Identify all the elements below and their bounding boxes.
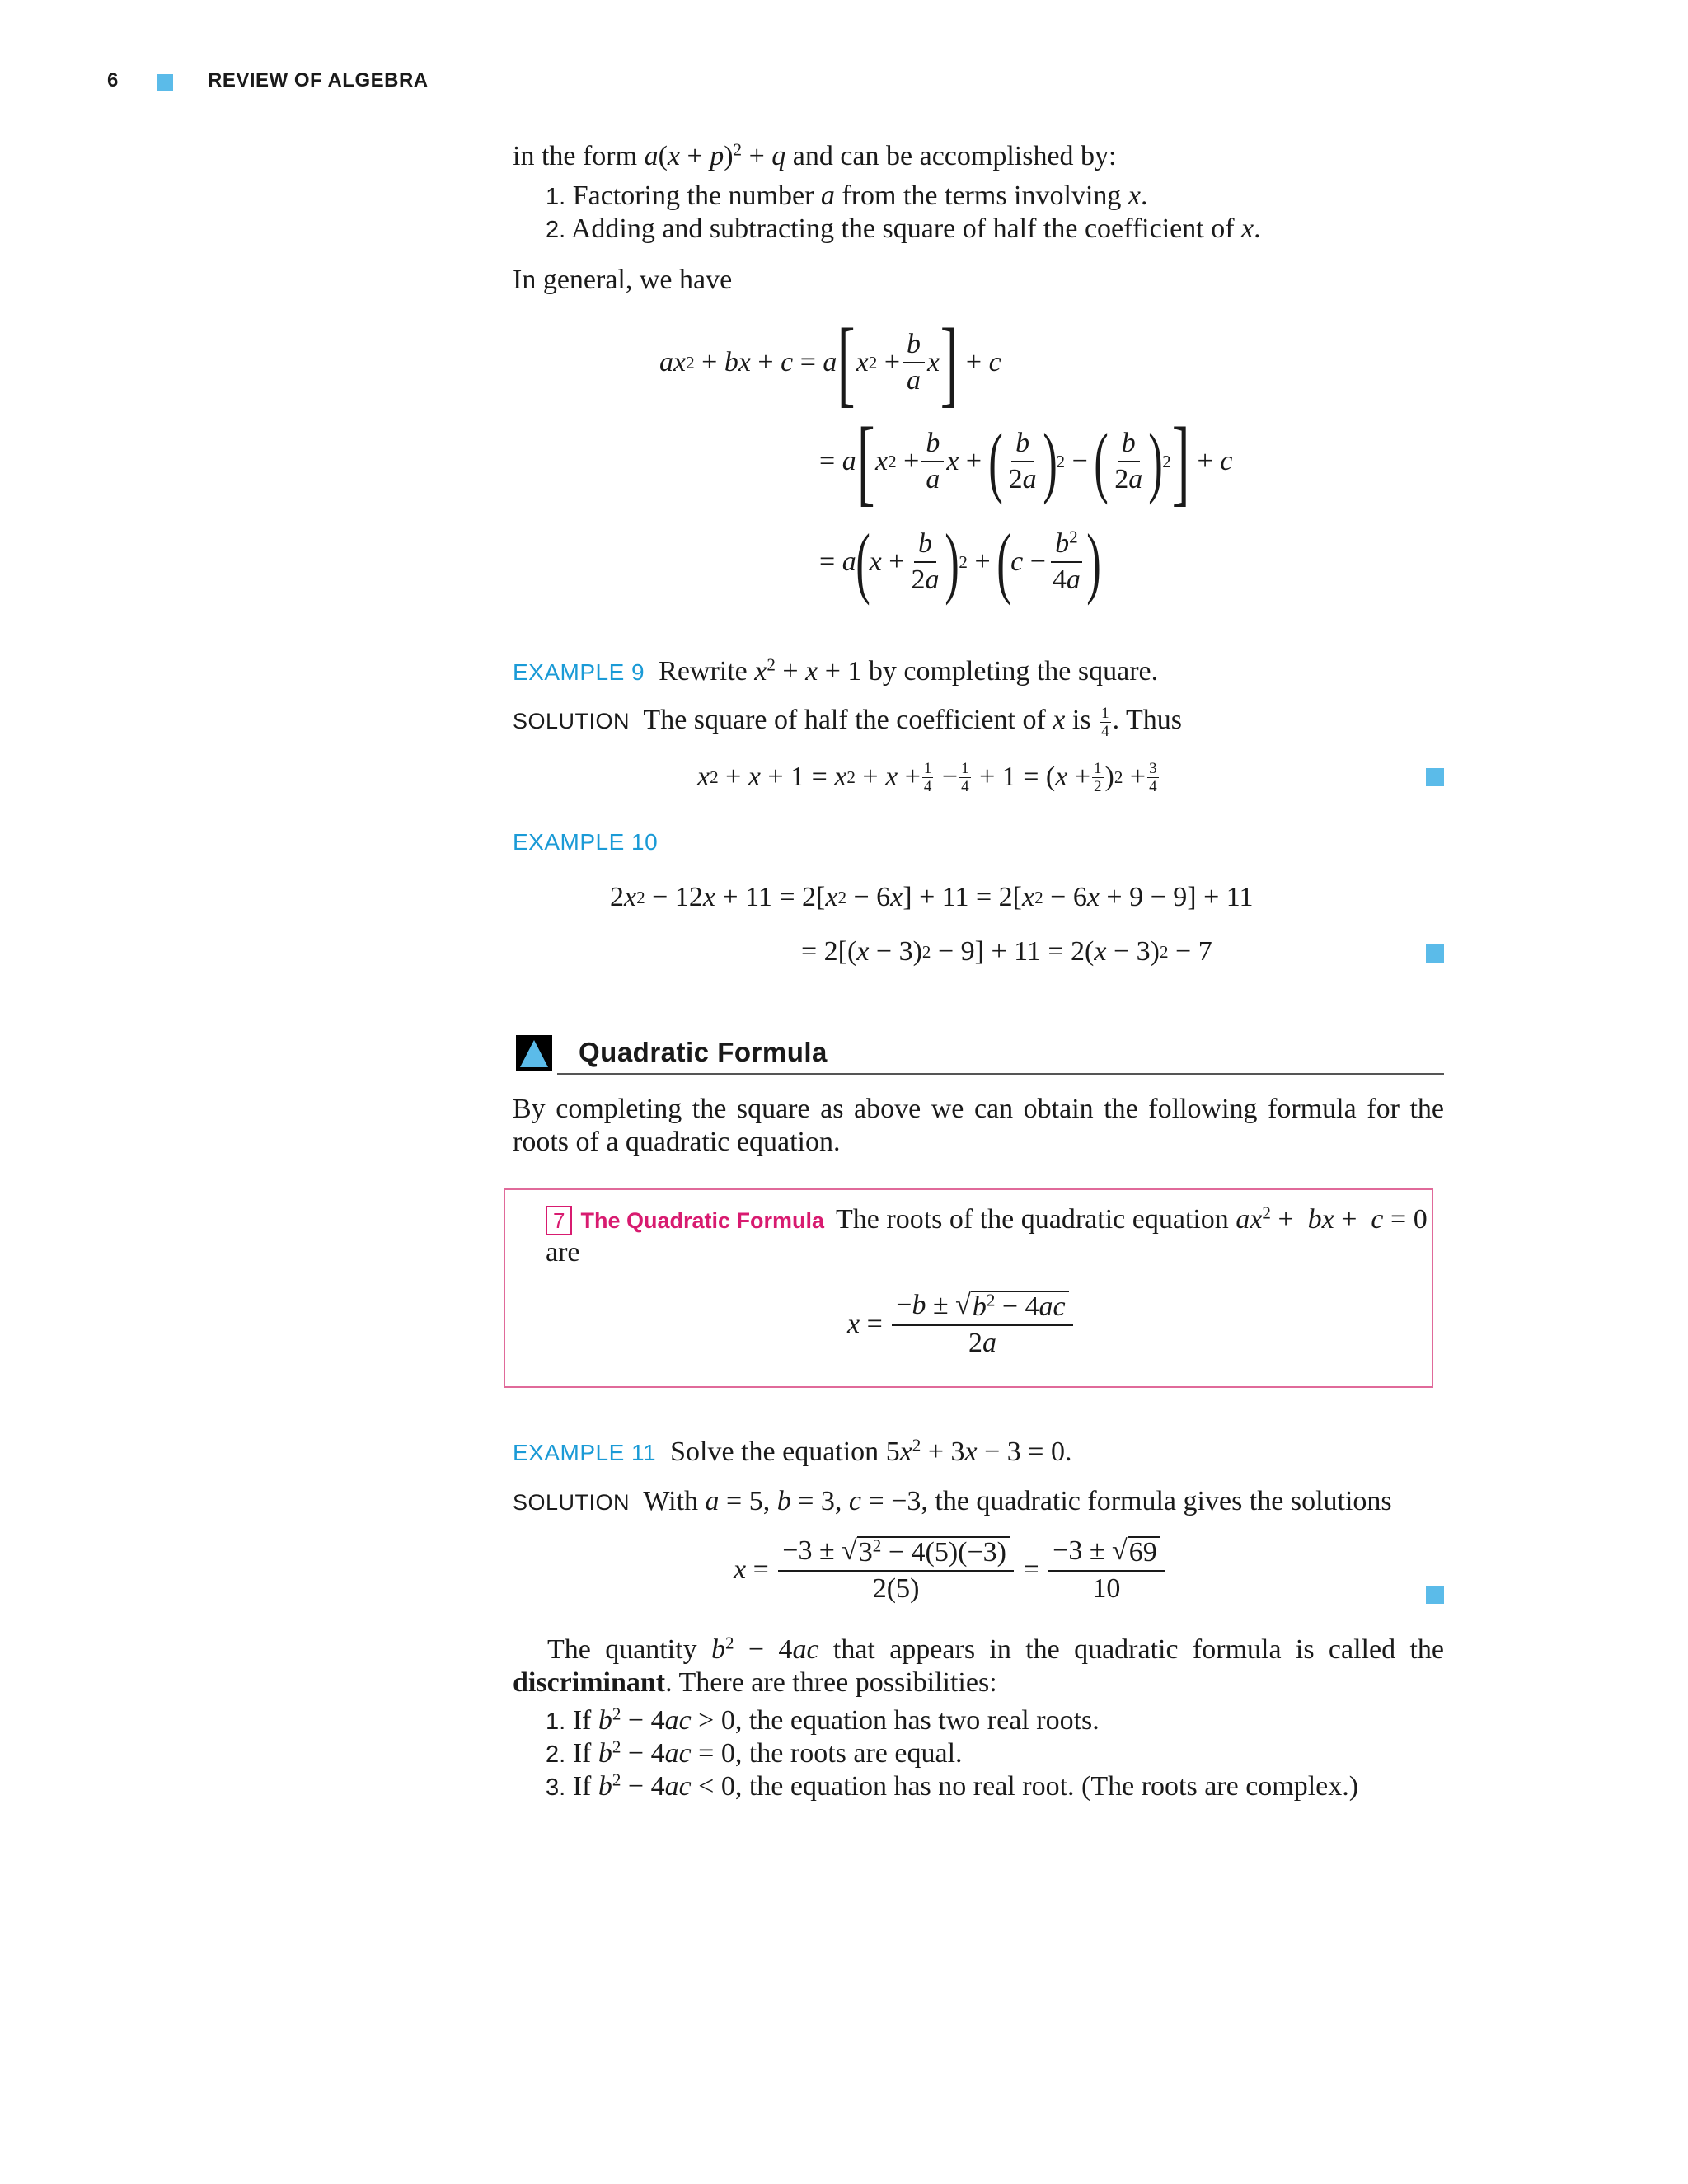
solution-label: SOLUTION	[513, 1490, 631, 1515]
end-of-example-icon	[1426, 944, 1444, 963]
theorem-statement: 7 The Quadratic Formula The roots of the quadratic equation $ax^2$ + bx + c = 0	[546, 1203, 1428, 1237]
discriminant-item-3: 3. If $b^2 - 4ac < 0$, the equation has no real root. (The roots are complex.)	[546, 1769, 1359, 1802]
example-9-solution: SOLUTION The square of half the coefficient of x is $\frac{1}{4}$ . Thus	[513, 704, 1182, 740]
example-10-equation-1: 2 x 2 − 12 x + 11 = 2[ x 2 − 6 x ] + 11 = 2[ x 2 − 6 x + 9 − 9] + 11	[610, 882, 1254, 912]
example-9-statement: EXAMPLE 9 Rewrite $x^2 + x + 1$ by completing the square.	[513, 654, 1159, 687]
equation-line-2: = a [ x 2 + $\frac{b}{a}$ x + ( $\frac{b}{2a}$ ) 2 − ( $\frac{b}{2a}$ ) 2 ] + c	[819, 406, 1233, 515]
formula-paragraph: By completing the square as above we can obtain the following formula for the roots of a quadratic equation.	[513, 1094, 1444, 1157]
section-title: Quadratic Formula	[579, 1037, 828, 1067]
intro-line: in the form $a(x + p)^2 + q$ and can be accomplished by:	[513, 139, 1117, 171]
example-9-equation: x 2 + x + 1 = x 2 + x + $\frac{1}{4}$ − $\frac{1}{4}$ + 1 = ( x + $\frac{1}{2}$ ) 2 + $\frac{3}{4}$	[697, 759, 1157, 795]
example-9-label: EXAMPLE 9	[513, 659, 645, 685]
theorem-are: are	[546, 1237, 580, 1268]
solution-label: SOLUTION	[513, 709, 631, 733]
page-number: 6	[107, 69, 119, 91]
discriminant-item-2: 2. If $b^2 - 4ac = 0$, the roots are equal.	[546, 1736, 963, 1769]
section-triangle-icon	[516, 1035, 552, 1071]
theorem-title: The Quadratic Formula	[580, 1208, 825, 1233]
example-11-solution: SOLUTION With a = 5, b = 3, c = −3, the quadratic formula gives the solutions	[513, 1486, 1392, 1516]
discriminant-paragraph: The quantity $b^2 - 4ac$ that appears in the quadratic formula is called the discriminant. There are three possibilities:	[513, 1633, 1444, 1698]
example-10-label: EXAMPLE 10	[513, 829, 659, 855]
equation-line-1: ax 2 + bx + c = a [ x 2 + $\frac{b}{a}$ x ] + c	[659, 307, 1001, 416]
example-11-statement: EXAMPLE 11 Solve the equation $5x^2 + 3x - 3 = 0$.	[513, 1435, 1072, 1467]
running-title: REVIEW OF ALGEBRA	[208, 69, 429, 91]
example-11-equation: x = −3 ± √ $3^2 - 4(5)(-3)$ 2(5) = −3 ± √ 69 10	[734, 1533, 1167, 1607]
intro-item-1: 1. Factoring the number a from the terms involving x.	[546, 180, 1148, 211]
equation-line-3: = a ( x + $\frac{b}{2a}$ ) 2 + ( c − $\frac{b^2}{4a}$ )	[819, 517, 1101, 606]
end-of-example-icon	[1426, 768, 1444, 786]
example-10-equation-2: = 2[( x − 3) 2 − 9] + 11 = 2( x − 3) 2 − 7	[801, 936, 1212, 967]
header-square-icon	[157, 74, 173, 91]
intro-item-2: 2. Adding and subtracting the square of half the coefficient of x.	[546, 213, 1261, 244]
section-rule	[557, 1073, 1444, 1075]
theorem-number: 7	[546, 1206, 572, 1235]
general-text: In general, we have	[513, 265, 733, 295]
quadratic-formula: x = −b ± √ $b^2 - 4ac$ 2a	[847, 1287, 1076, 1361]
example-11-label: EXAMPLE 11	[513, 1440, 657, 1465]
discriminant-item-1: 1. If $b^2 - 4ac > 0$, the equation has two real roots.	[546, 1704, 1100, 1736]
end-of-example-icon	[1426, 1586, 1444, 1604]
